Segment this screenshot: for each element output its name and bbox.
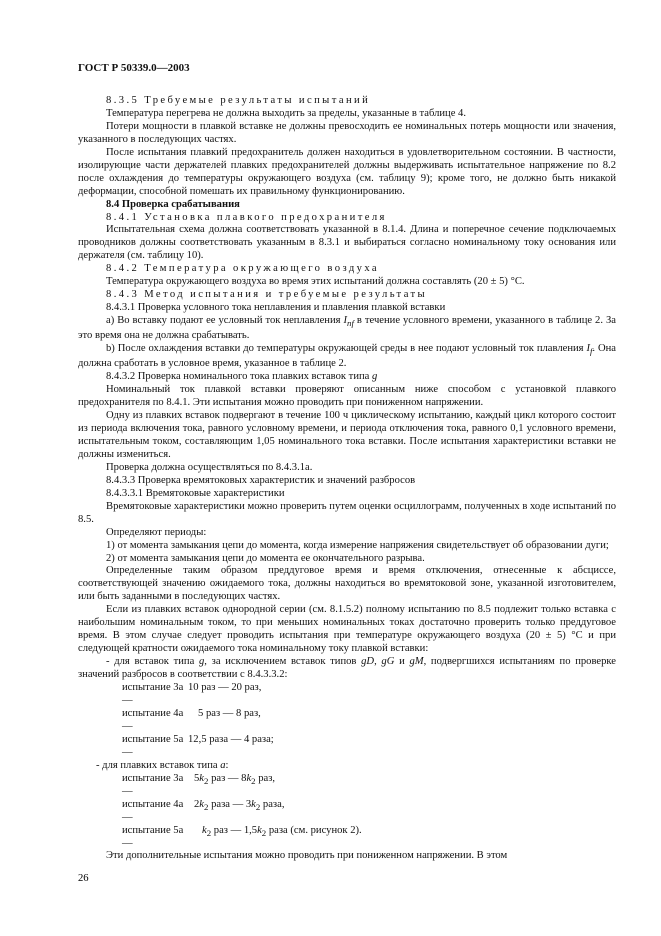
paragraph: Определяют периоды: [106, 526, 207, 538]
list-item: испытание 4а — $2k_2$ раза — $3k_2$ раза, [122, 798, 285, 823]
list-a [78, 773, 616, 851]
paragraph: 1) от момента замыкания цепи до момента, когда измерение напряжения свидетельствует об образовании дуги; [106, 539, 609, 551]
paragraph-a: а) Во вставку подают ее условный ток неплавления $I_{nf}$ в течение условного времени, указанного в таблице 2. За это время она не должна срабатывать. [78, 315, 616, 342]
paragraph: Температура окружающего воздуха во время этих испытаний должна составлять (20 ± 5) °С. [106, 276, 525, 288]
paragraph: После испытания плавкий предохранитель должен находиться в удовлетворительном состоянии. В частности, изолирующие части держателей плавких предохранителей должны выдерживать испытательное напряжение по 8.2 после охлаждения до температуры окружающего воздуха (см. таблицу 9); кроме того, не должно быть никакой деформации, способной помешать их правильному функционированию. [78, 146, 616, 197]
list-item: испытание 4а — 5 раз — 8 раз, [122, 707, 261, 732]
paragraph: Потери мощности в плавкой вставке не должны превосходить ее номинальных потерь мощности или значения, указанного в последующих частях. [78, 120, 616, 145]
list-item: испытание 5а — 12,5 раза — 4 раза; [122, 733, 274, 758]
paragraph: Номинальный ток плавкой вставки проверяют описанным ниже способом с установкой плавкого предохранителя по 8.4.1. Эти испытания можно проводить при пониженном напряжении. [78, 384, 616, 409]
paragraph: Эти дополнительные испытания можно проводить при пониженном напряжении. В этом [106, 850, 508, 862]
paragraph: Одну из плавких вставок подвергают в течение 100 ч циклическому испытанию, каждый цикл которого состоит из периода включения тока, равного условному времени, и периода отключения тока, равного 0,1 условного времени, испытательным током, составляющим 1,05 номинального тока вставки. После испытания характеристики вставки не должны измениться. [78, 410, 616, 460]
section-8-4-3-1-title: 8.4.3.1 Проверка условного тока неплавления и плавления плавкой вставки [106, 302, 446, 314]
list-item: испытание 5а — $k_2$ раз — $1,5k_2$ раза (см. рисунок 2). [122, 824, 362, 849]
section-8-4-2-title: 8.4.2 Температура окружающего воздуха [106, 263, 379, 275]
paragraph-list-a-intro: - для плавких вставок типа а: [96, 759, 229, 771]
paragraph: Определенные таким образом преддуговое время и время отключения, отнесенные к абсциссе, соответствующей значению ожидаемого тока, должны находиться во времятоковой зоне, указанной изготовителем, или быть заданными в последующих частях. [78, 565, 616, 603]
paragraph: Температура перегрева не должна выходить за пределы, указанные в таблице 4. [106, 107, 466, 119]
paragraph: Проверка должна осуществляться по 8.4.3.1а. [106, 461, 313, 473]
list-item: испытание 3а — 10 раз — 20 раз, [122, 682, 262, 707]
paragraph: Испытательная схема должна соответствовать указанной в 8.1.4. Длина и поперечное сечение подключаемых проводников должны соответствовать указанным в 8.3.1 и выбираться согласно номинальному току основания или держателя (см. таблицу 10). [78, 224, 616, 262]
document-header: ГОСТ Р 50339.0—2003 [78, 62, 190, 74]
section-8-4-1-title: 8.4.1 Установка плавкого предохранителя [106, 211, 387, 223]
paragraph: Времятоковые характеристики можно проверить путем оценки осциллограмм, полученных в ходе испытаний по 8.5. [78, 500, 616, 525]
section-8-4-3-3-1-title: 8.4.3.3.1 Времятоковые характеристики [106, 487, 285, 499]
page-body [78, 62, 616, 863]
paragraph-b: b) После охлаждения вставки до температуры окружающей среды в нее подают условный ток плавления $I_f$. Она должна сработать в условное время, указанное в таблице 2. [78, 343, 616, 370]
section-8-4-3-title: 8.4.3 Метод испытания и требуемые результаты [106, 289, 428, 301]
section-8-4-3-3-title: 8.4.3.3 Проверка времятоковых характеристик и значений разбросов [106, 474, 416, 486]
section-8-4-title: 8.4 Проверка срабатывания [106, 198, 240, 210]
list-g [78, 682, 616, 760]
section-8-4-3-2-title: 8.4.3.2 Проверка номинального тока плавких вставок типа g [106, 371, 378, 383]
list-item: испытание 3а — $5k_2$ раз — $8k_2$ раз, [122, 772, 276, 797]
page-number: 26 [78, 873, 89, 884]
paragraph-list-g-intro: - для вставок типа g, за исключением вставок типов gD, gG и gM, подвергшихся испытаниям по проверке значений разбросов в соответствии с 8.4.3.3.2: [78, 656, 616, 681]
paragraph: 2) от момента замыкания цепи до момента ее окончательного разрыва. [106, 552, 425, 564]
paragraph: Если из плавких вставок однородной серии (см. 8.1.5.2) полному испытанию по 8.5 подлежит только вставка с наибольшим номинальным током, то при меньших номинальных токах достаточно проверить только преддуговое время. В этом случае следует проводить испытания при температуре окружающего воздуха (20 ± 5) °С и при следующей кратности ожидаемого тока номинальному току плавкой вставки: [78, 604, 616, 655]
section-8-3-5-title: 8.3.5 Требуемые результаты испытаний [106, 94, 371, 106]
